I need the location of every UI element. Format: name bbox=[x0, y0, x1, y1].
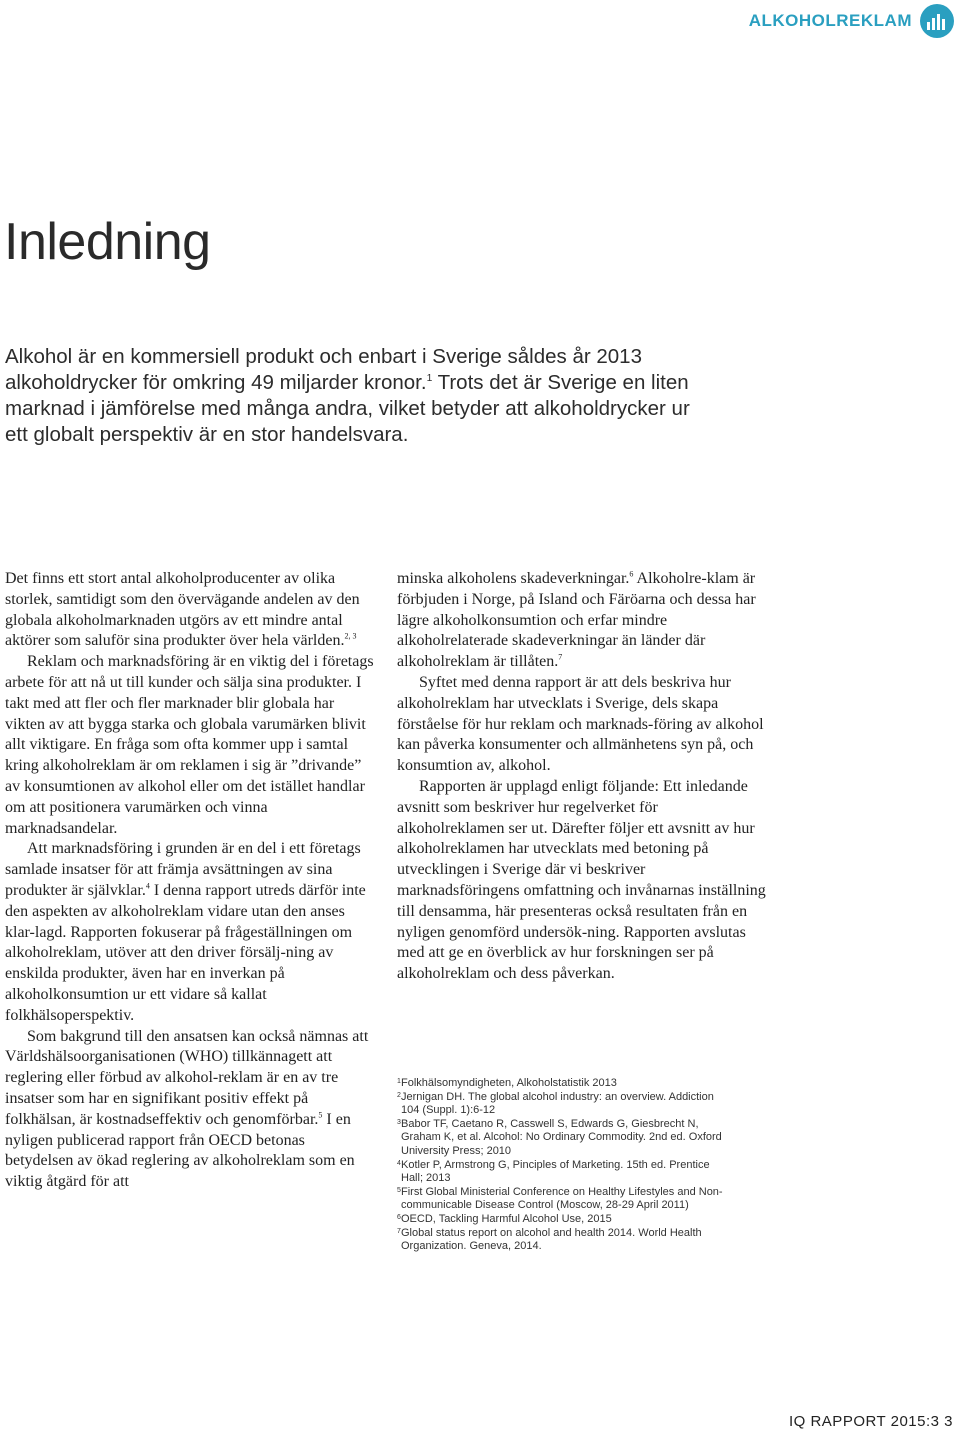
footnote: 5 First Global Ministerial Conference on Healthy Lifestyles and Non- communicable Disease Control (Moscow, 28-29 April 2011) bbox=[397, 1185, 723, 1212]
left-column bbox=[5, 569, 375, 1193]
body-paragraph: Som bakgrund till den ansatsen kan också nämnas att Världshälsoorganisationen (WHO) tillkännagett att reglering eller förbud av alkohol-reklam är en av tre insatser som har en signifikant positiv effekt på folkhälsan, är kostnadseffektiv och genomförbar.$^5$ I en nyligen publicerad rapport från OECD betonas betydelsen av ökad reglering av alkoholreklam som en viktig åtgärd för att bbox=[5, 1027, 369, 1191]
right-column bbox=[397, 569, 769, 985]
bar-chart-icon bbox=[920, 4, 954, 38]
footnote: 1 Folkhälsomyndigheten, Alkoholstatistik 2013 bbox=[397, 1077, 617, 1089]
footnote: 7 Global status report on alcohol and health 2014. World Health Organization. Geneva, 2014. bbox=[397, 1226, 702, 1253]
footnote-ref: 1 bbox=[426, 373, 433, 385]
body-paragraph: Syftet med denna rapport är att dels beskriva hur alkoholreklam har utvecklats i Sverige, dels skapa förståelse för hur reklam och marknads-föring av alkohol kan påverka konsumenter och allmänhetens syn på, och konsumtion av, alkohol. bbox=[397, 673, 764, 775]
body-paragraph: Reklam och marknadsföring är en viktig del i företags arbete för att nå ut till kunder och sälja sina produkter. I takt med att fler och fler marknader blir globala har vikten av att bygga starka och globala varumärken blivit allt viktigare. En fråga som ofta kommer upp i samtal kring alkoholreklam är om reklamen i sig är ”drivande” av konsumtionen av alkohol eller om det istället handlar om att positionera varumärken och vinna marknadsandelar. bbox=[5, 653, 374, 837]
footnote: 4 Kotler P, Armstrong G, Pinciples of Marketing. 15th ed. Prentice Hall; 2013 bbox=[397, 1158, 710, 1185]
footnote-ref: 7 bbox=[558, 652, 563, 662]
footnote-ref: 4 bbox=[145, 881, 150, 891]
page-footer: IQ RAPPORT 2015:3 3 bbox=[788, 1413, 953, 1430]
footnote-ref: 6 bbox=[629, 569, 634, 579]
footnote: 3 Babor TF, Caetano R, Casswell S, Edwards G, Giesbrecht N, Graham K, et al. Alcohol: No Ordinary Commodity. 2nd ed. Oxford University Press; 2010 bbox=[397, 1117, 722, 1157]
lead-paragraph: Alkohol är en kommersiell produkt och enbart i Sverige såldes år 2013 alkoholdrycker för omkring 49 miljarder kronor.$^1$ Trots det är Sverige en liten marknad i jämförelse med många andra, vilket betyder att alkoholdrycker ur ett globalt perspektiv är en stor handelsvara. bbox=[5, 345, 690, 446]
footnotes bbox=[397, 1077, 777, 1254]
footnote-ref: 5 bbox=[318, 1110, 323, 1120]
body-paragraph: Rapporten är upplagd enligt följande: Ett inledande avsnitt som beskriver hur regelverket för alkoholreklamen ser ut. Därefter följer ett avsnitt av hur alkoholreklamen har utvecklats med betoning på utvecklingen i Sverige där vi beskriver marknadsföringens omfattning och invånarnas inställning till densamma, här presenteras också resultaten från en nyligen genomförd undersök-ning. Rapporten avslutas med att ge en överblick av hur forskningen ser på alkoholreklam och dess påverkan. bbox=[397, 777, 766, 983]
section-label: ALKOHOLREKLAM bbox=[748, 11, 912, 30]
footnote: 2 Jernigan DH. The global alcohol industry: an overview. Addiction 104 (Suppl. 1):6-12 bbox=[397, 1090, 714, 1117]
body-paragraph: minska alkoholens skadeverkningar.$^6$ Alkoholre-klam är förbjuden i Norge, på Island och Färöarna och dessa har lägre alkoholkonsumtion och erfar mindre alkoholrelaterade skadeverkningar än länder där alkoholreklam är tillåten.$^7$ bbox=[397, 569, 756, 671]
body-paragraph: Att marknadsföring i grunden är en del i ett företags samlade insatser för att främja avsättningen av sina produkter är självklar.$^4$ I denna rapport utreds därför inte den aspekten av alkoholreklam vidare utan den anses klar-lagd. Rapporten fokuserar på frågeställningen om alkoholreklam, utöver att den driver försälj-ning av enskilda produkter, även har en inverkan på alkoholkonsumtion ur ett vidare så kallat folkhälsoperspektiv. bbox=[5, 840, 366, 1024]
footnote: 6 OECD, Tackling Harmful Alcohol Use, 2015 bbox=[397, 1212, 612, 1225]
page-title: Inledning bbox=[4, 213, 211, 271]
footnote-ref: 2, 3 bbox=[344, 632, 357, 642]
page-header bbox=[749, 4, 954, 38]
body-paragraph: Det finns ett stort antal alkoholproducenter av olika storlek, samtidigt som den övervägande andelen av den globala alkoholmarknaden utgörs av ett mindre antal aktörer som saluför sina produkter över hela världen.$^{2, 3}$ bbox=[5, 570, 360, 650]
